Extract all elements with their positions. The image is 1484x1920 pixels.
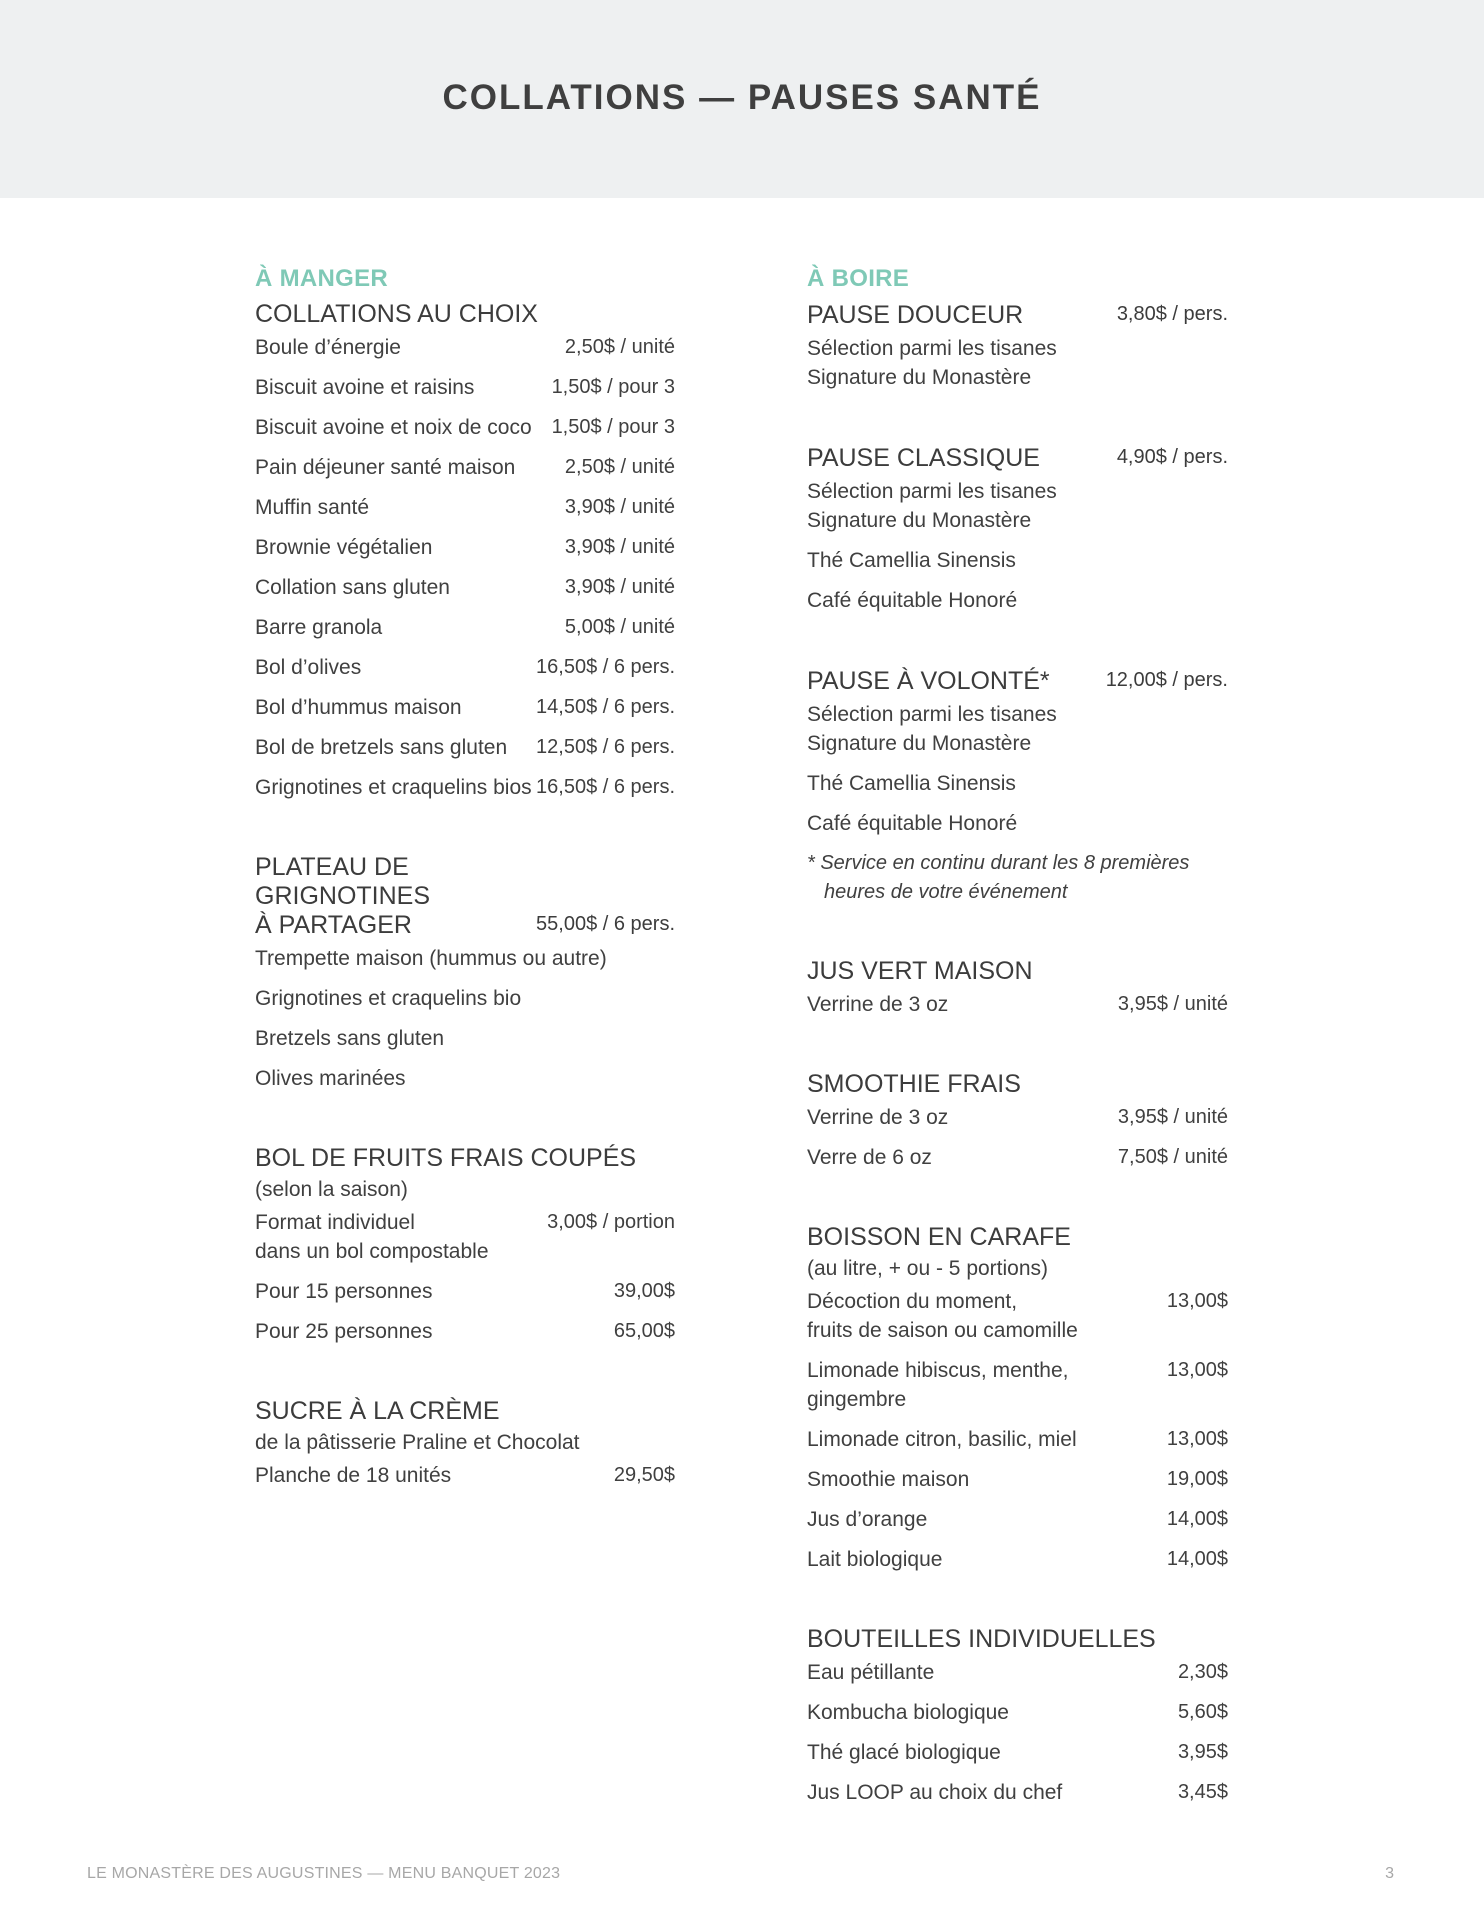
menu-item	[807, 1545, 1228, 1574]
menu-item	[807, 1698, 1228, 1727]
fruits-list	[255, 1208, 675, 1346]
section-heading-classique	[807, 443, 1228, 473]
menu-item-name: Planche de 18 unités	[255, 1464, 452, 1487]
header-banner	[0, 0, 1484, 198]
menu-item-name: Brownie végétalien	[255, 536, 433, 559]
menu-item-name: Collation sans gluten	[255, 576, 450, 599]
menu-item-name: Verrine de 3 oz	[807, 993, 949, 1016]
section-price: 3,80$ / pers.	[1116, 303, 1228, 325]
section-title: BOUTEILLES INDIVIDUELLES	[807, 1625, 1156, 1653]
menu-item-name: Limonade hibiscus, menthe, gingembre	[807, 1359, 1069, 1411]
menu-item-price: 2,50$ / unité	[564, 336, 675, 358]
menu-item	[807, 1143, 1228, 1172]
menu-item	[255, 413, 675, 442]
menu-item	[255, 373, 675, 402]
menu-item-price: 5,60$	[1177, 1701, 1228, 1723]
menu-item-price: 39,00$	[613, 1280, 675, 1302]
menu-item-name: Lait biologique	[807, 1548, 943, 1571]
menu-item-name: Jus LOOP au choix du chef	[807, 1781, 1063, 1804]
classique-list	[807, 477, 1228, 615]
menu-item-price: 1,50$ / pour 3	[551, 376, 675, 398]
menu-item: Thé Camellia Sinensis	[807, 549, 1016, 572]
menu-item	[807, 1103, 1228, 1132]
category-food-heading: À MANGER	[255, 265, 389, 292]
menu-item-name: Bol de bretzels sans gluten	[255, 736, 508, 759]
menu-item-name: Biscuit avoine et noix de coco	[255, 416, 532, 439]
page-number: 3	[1385, 1865, 1394, 1882]
section-price: 12,00$ / pers.	[1105, 669, 1228, 691]
menu-item-price: 2,30$	[1177, 1661, 1228, 1683]
menu-item: Sélection parmi les tisanes Signature du Monastère	[807, 337, 1057, 389]
menu-item-price: 3,95$	[1177, 1741, 1228, 1763]
menu-item-name: Barre granola	[255, 616, 383, 639]
menu-item-name: Limonade citron, basilic, miel	[807, 1428, 1077, 1451]
menu-item-name: Biscuit avoine et raisins	[255, 376, 475, 399]
menu-item-name: Décoction du moment, fruits de saison ou camomille	[807, 1290, 1078, 1342]
menu-item-name: Bol d’olives	[255, 656, 362, 679]
section-title: BOISSON EN CARAFE	[807, 1223, 1071, 1251]
jus-vert-list	[807, 990, 1228, 1019]
section-title: SMOOTHIE FRAIS	[807, 1070, 1021, 1098]
menu-item-price: 1,50$ / pour 3	[551, 416, 675, 438]
section-title: SUCRE À LA CRÈME	[255, 1397, 500, 1425]
menu-item	[255, 573, 675, 602]
menu-item-price: 3,90$ / unité	[564, 576, 675, 598]
section-heading-smoothie	[807, 1070, 1228, 1099]
menu-item	[807, 1738, 1228, 1767]
section-price: 55,00$ / 6 pers.	[536, 913, 675, 935]
menu-item	[807, 1287, 1228, 1345]
section-price: 4,90$ / pers.	[1116, 446, 1228, 468]
menu-item	[255, 1277, 675, 1306]
menu-item-price: 65,00$	[613, 1320, 675, 1342]
sucre-list	[255, 1461, 675, 1490]
section-title: PAUSE À VOLONTÉ*	[807, 667, 1050, 695]
menu-item-price: 16,50$ / 6 pers.	[536, 656, 675, 678]
section-title: BOL DE FRUITS FRAIS COUPÉS	[255, 1144, 637, 1172]
section-title: COLLATIONS AU CHOIX	[255, 300, 538, 328]
menu-item	[807, 1356, 1228, 1414]
menu-item-price: 2,50$ / unité	[564, 456, 675, 478]
section-heading-volonte	[807, 666, 1228, 696]
menu-item-name: Boule d’énergie	[255, 336, 401, 359]
menu-item-price: 29,50$	[613, 1464, 675, 1486]
section-subtitle: (selon la saison)	[255, 1178, 408, 1201]
menu-item	[255, 1461, 675, 1490]
menu-item-name: Bol d’hummus maison	[255, 696, 462, 719]
menu-item-name: Verrine de 3 oz	[807, 1106, 949, 1129]
section-subtitle: de la pâtisserie Praline et Chocolat	[255, 1431, 580, 1454]
service-note: * Service en continu durant les 8 premières heures de votre événement	[807, 852, 1190, 903]
menu-item	[807, 1778, 1228, 1807]
menu-item-price: 14,00$	[1166, 1508, 1228, 1530]
menu-item: Olives marinées	[255, 1067, 406, 1090]
menu-item-name: Smoothie maison	[807, 1468, 970, 1491]
menu-item-name: Kombucha biologique	[807, 1701, 1009, 1724]
menu-item-price: 13,00$	[1166, 1428, 1228, 1450]
section-heading-fruits	[255, 1144, 675, 1173]
section-heading-collations	[255, 300, 675, 329]
volonte-list	[807, 700, 1228, 838]
menu-item-price: 13,00$	[1166, 1290, 1228, 1312]
menu-item-name: Format individuel dans un bol compostable	[255, 1211, 489, 1263]
menu-item	[255, 653, 675, 682]
bouteilles-list	[807, 1658, 1228, 1807]
menu-item-price: 5,00$ / unité	[564, 616, 675, 638]
food-column	[255, 260, 675, 1501]
menu-item-price: 3,90$ / unité	[564, 536, 675, 558]
menu-item	[255, 333, 675, 362]
menu-item-name: Eau pétillante	[807, 1661, 935, 1684]
menu-item: Sélection parmi les tisanes Signature du Monastère	[807, 703, 1057, 755]
section-heading-bouteilles	[807, 1625, 1228, 1654]
menu-item-price: 13,00$	[1166, 1359, 1228, 1381]
plateau-list	[255, 944, 675, 1093]
collations-list	[255, 333, 675, 802]
douceur-list	[807, 334, 1228, 392]
menu-item: Sélection parmi les tisanes Signature du Monastère	[807, 480, 1057, 532]
menu-item	[255, 773, 675, 802]
section-title: PLATEAU DE GRIGNOTINES À PARTAGER	[255, 853, 431, 939]
section-heading-jus-vert	[807, 957, 1228, 986]
menu-item-price: 12,50$ / 6 pers.	[536, 736, 675, 758]
section-heading-douceur	[807, 300, 1228, 330]
section-heading-carafe	[807, 1223, 1228, 1252]
menu-item-price: 16,50$ / 6 pers.	[536, 776, 675, 798]
menu-item	[807, 1465, 1228, 1494]
menu-item-price: 3,45$	[1177, 1781, 1228, 1803]
menu-item	[255, 493, 675, 522]
menu-item: Grignotines et craquelins bio	[255, 987, 522, 1010]
menu-item-name: Thé glacé biologique	[807, 1741, 1001, 1764]
menu-item-price: 19,00$	[1166, 1468, 1228, 1490]
section-title: PAUSE CLASSIQUE	[807, 444, 1040, 472]
menu-item	[255, 693, 675, 722]
menu-item-name: Pour 15 personnes	[255, 1280, 433, 1303]
menu-item-price: 3,00$ / portion	[547, 1211, 675, 1233]
drinks-column	[807, 260, 1228, 1818]
menu-item	[255, 733, 675, 762]
page-title: COLLATIONS — PAUSES SANTÉ	[442, 78, 1042, 117]
menu-item-name: Jus d’orange	[807, 1508, 928, 1531]
menu-item	[255, 533, 675, 562]
menu-item: Thé Camellia Sinensis	[807, 772, 1016, 795]
menu-item-price: 3,95$ / unité	[1117, 993, 1228, 1015]
menu-item	[807, 1658, 1228, 1687]
section-heading-plateau	[255, 853, 675, 940]
menu-item	[807, 1425, 1228, 1454]
menu-item	[255, 1208, 675, 1266]
menu-item	[255, 453, 675, 482]
section-heading-sucre	[255, 1397, 675, 1426]
section-title: PAUSE DOUCEUR	[807, 301, 1024, 329]
menu-item: Trempette maison (hummus ou autre)	[255, 947, 607, 970]
category-drinks-heading: À BOIRE	[807, 265, 910, 292]
menu-item: Café équitable Honoré	[807, 589, 1018, 612]
menu-item-name: Grignotines et craquelins bios	[255, 776, 532, 799]
footer-text: LE MONASTÈRE DES AUGUSTINES — MENU BANQUET 2023	[87, 1865, 561, 1882]
section-title: JUS VERT MAISON	[807, 957, 1033, 985]
menu-item-price: 3,95$ / unité	[1117, 1106, 1228, 1128]
menu-item	[807, 990, 1228, 1019]
menu-item-price: 3,90$ / unité	[564, 496, 675, 518]
smoothie-list	[807, 1103, 1228, 1172]
menu-item-name: Verre de 6 oz	[807, 1146, 932, 1169]
menu-item	[255, 613, 675, 642]
menu-item: Bretzels sans gluten	[255, 1027, 445, 1050]
menu-item-price: 7,50$ / unité	[1117, 1146, 1228, 1168]
menu-item-name: Muffin santé	[255, 496, 370, 519]
menu-item	[255, 1317, 675, 1346]
menu-item-name: Pain déjeuner santé maison	[255, 456, 516, 479]
carafe-list	[807, 1287, 1228, 1574]
menu-item: Café équitable Honoré	[807, 812, 1018, 835]
section-subtitle: (au litre, + ou - 5 portions)	[807, 1257, 1049, 1280]
menu-item	[807, 1505, 1228, 1534]
menu-item-name: Pour 25 personnes	[255, 1320, 433, 1343]
menu-item-price: 14,00$	[1166, 1548, 1228, 1570]
menu-item-price: 14,50$ / 6 pers.	[536, 696, 675, 718]
